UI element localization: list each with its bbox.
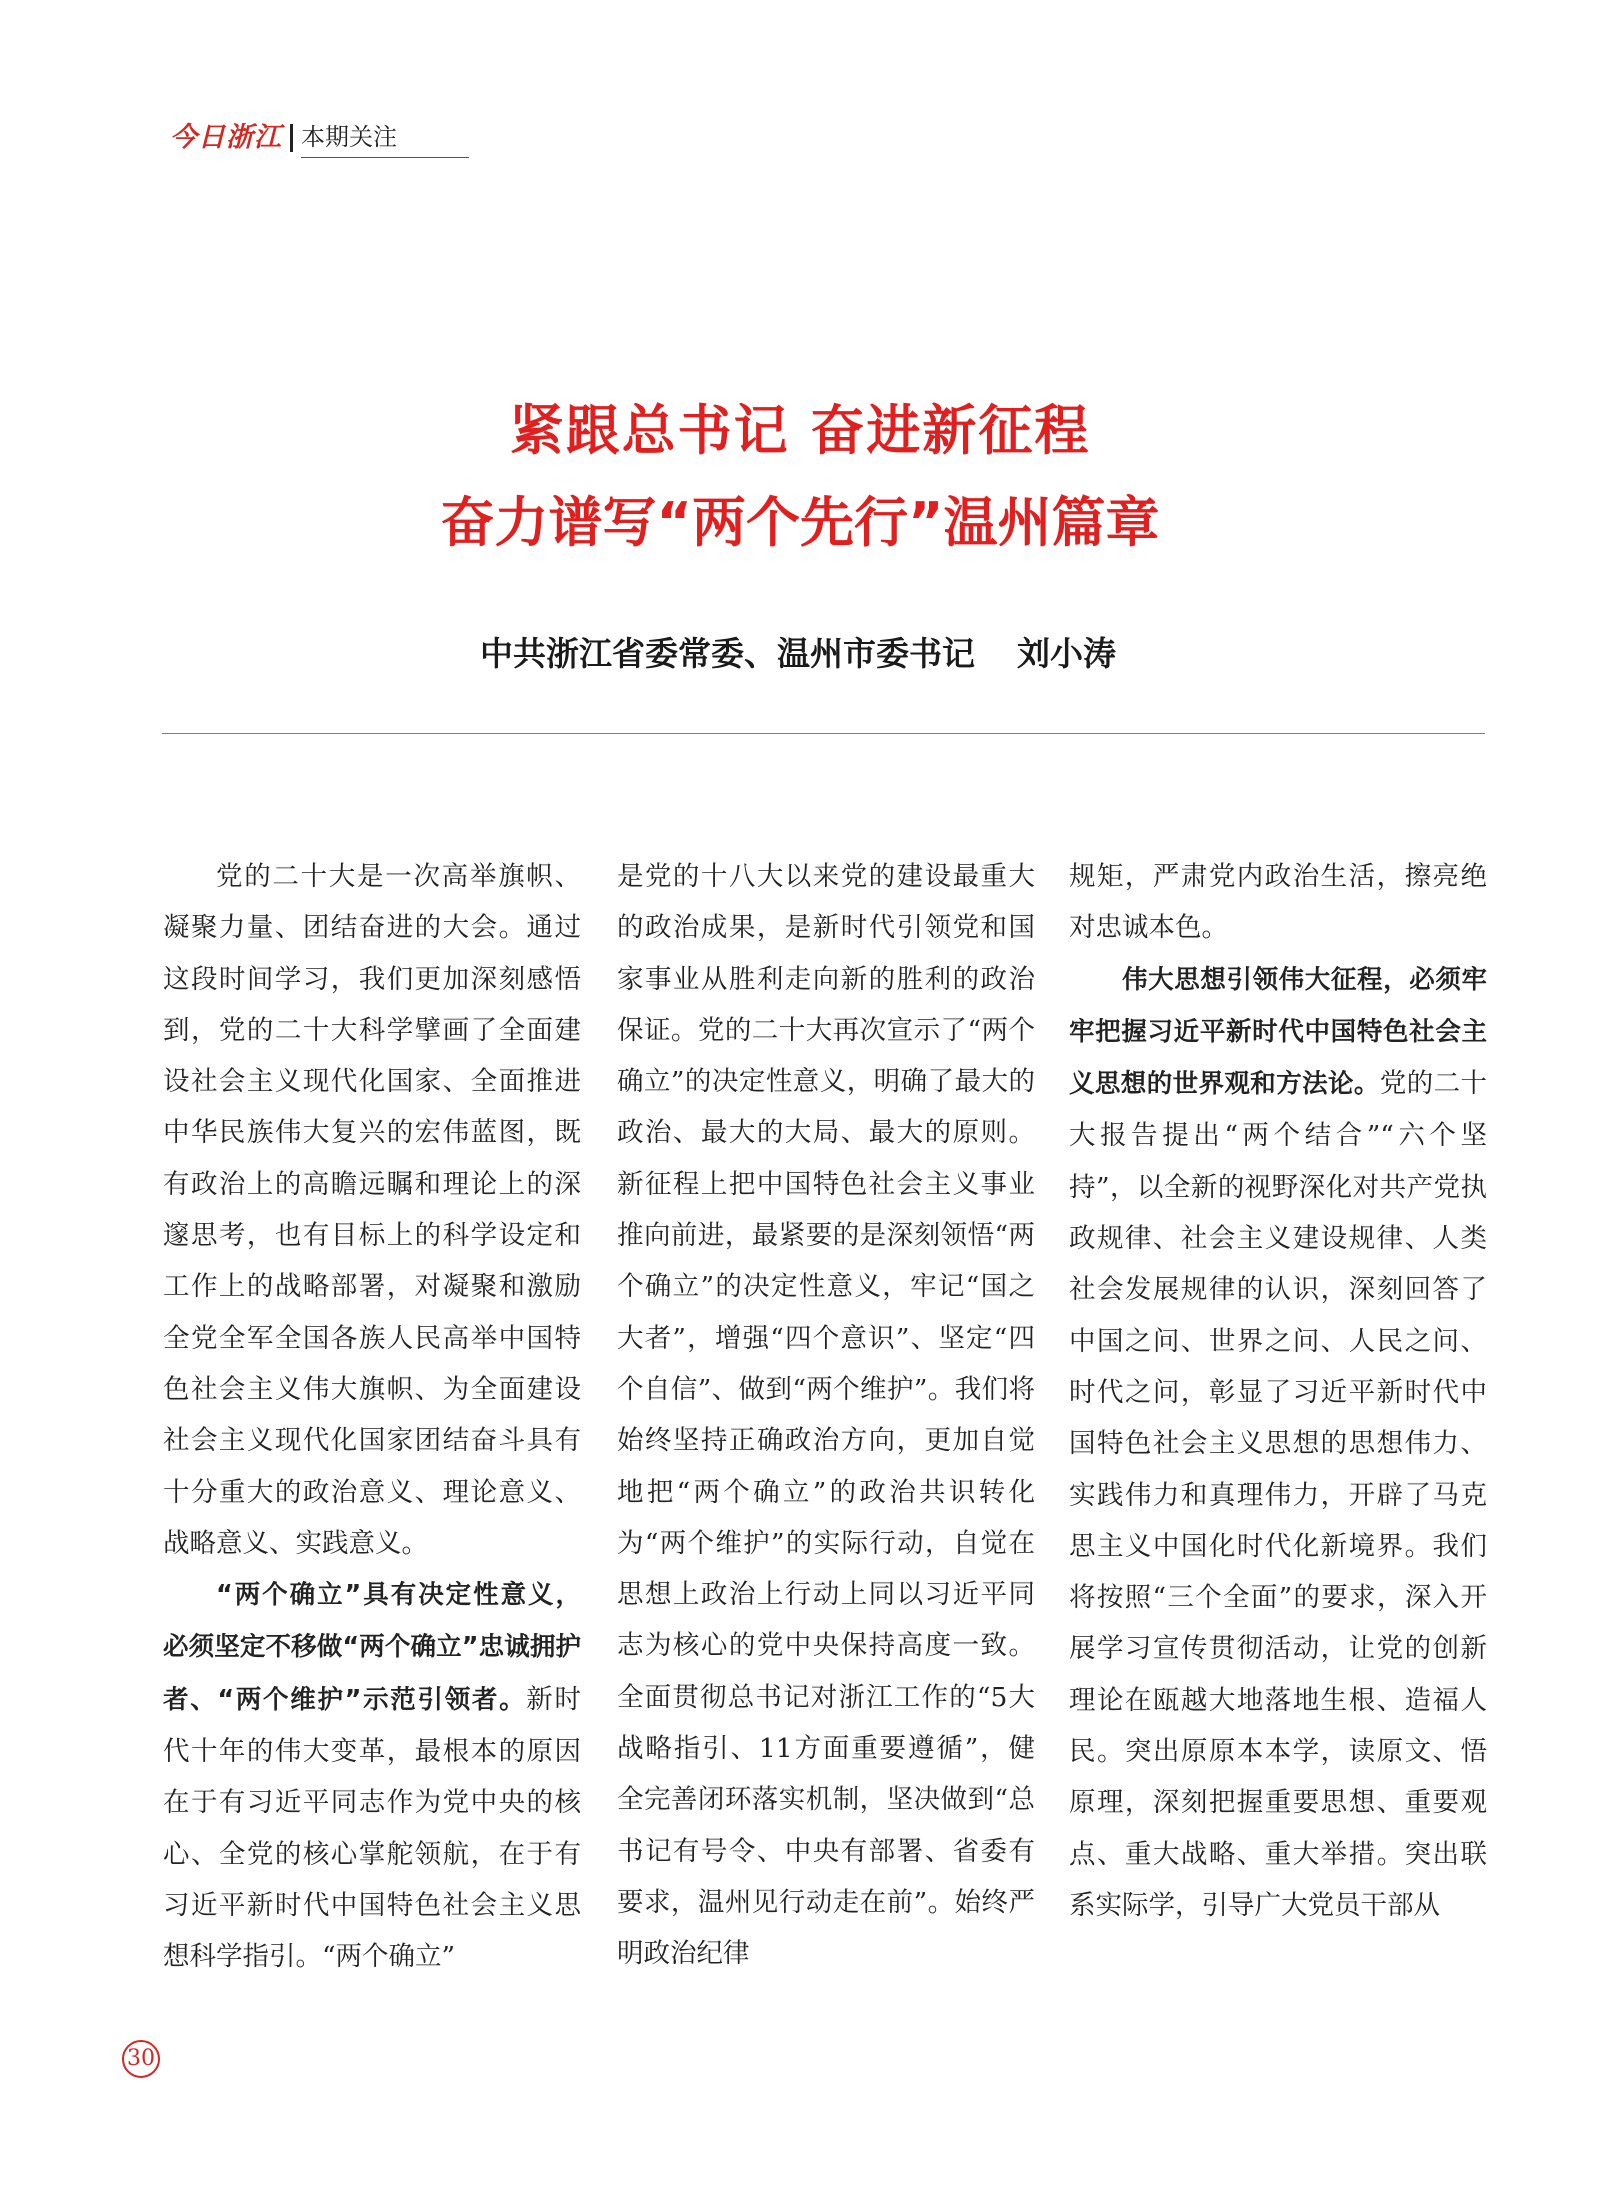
title-line-2: 奋力谱写“两个先行”温州篇章	[440, 491, 1160, 554]
lead-sentence: 伟大思想引领伟大征程，必须牢牢把握习近平新时代中国特色社会主义思想的世界观和方法论。	[1069, 964, 1487, 1100]
paragraph-intro: 党的二十大是一次高举旗帜、凝聚力量、团结奋进的大会。通过这段时间学习，我们更加深刻感悟到，党的二十大科学擘画了全面建设社会主义现代化国家、全面推进中华民族伟大复兴的宏伟蓝图，既有政治上的高瞻远瞩和理论上的深邃思考，也有目标上的科学设定和工作上的战略部署，对凝聚和激励全党全军全国各族人民高举中国特色社会主义伟大旗帜、为全面建设社会主义现代化国家团结奋斗具有十分重大的政治意义、理论意义、战略意义、实践意义。	[163, 861, 581, 1559]
text-column-2	[617, 851, 1035, 1980]
title-divider	[162, 733, 1485, 734]
text-column-3	[1069, 851, 1487, 1931]
author-byline	[480, 628, 1116, 675]
author-name: 刘小涛	[1017, 634, 1116, 673]
author-position: 中共浙江省委常委、温州市委书记	[480, 634, 975, 673]
paragraph-text: 党的二十大报告提出“两个结合”“六个坚持”，以全新的视野深化对共产党执政规律、社会主义建设规律、人类社会发展规律的认识，深刻回答了中国之问、世界之问、人民之问、时代之问，彰显了习近平新时代中国特色社会主义思想的思想伟力、实践伟力和真理伟力，开辟了马克思主义中国化时代化新境界。我们将按照“三个全面”的要求，深入开展学习宣传贯彻活动，让党的创新理论在瓯越大地落地生根、造福人民。突出原原本本学，读原文、悟原理，深刻把握重要思想、重要观点、重大战略、重大举措。突出联系实际学，引导广大党员干部从	[1069, 1068, 1487, 1921]
title-line-1: 紧跟总书记 奋进新征程	[509, 399, 1091, 462]
magazine-logo: 今日浙江	[170, 122, 282, 153]
paragraph-great-thought	[1069, 954, 1487, 1932]
header-divider	[290, 124, 293, 152]
paragraph-text: 新时代十年的伟大变革，最根本的原因在于有习近平同志作为党中央的核心、全党的核心掌舵领航，在于有习近平新时代中国特色社会主义思想科学指引。“两个确立”	[163, 1683, 581, 1973]
section-label: 本期关注	[301, 117, 469, 158]
page-number: 30	[122, 2040, 160, 2078]
paragraph-two-establishments	[163, 1569, 581, 1982]
page-header	[170, 118, 469, 158]
paragraph-continued: 规矩，严肃党内政治生活，擦亮绝对忠诚本色。	[1069, 861, 1487, 944]
lead-sentence: “两个确立”具有决定性意义，必须坚定不移做“两个确立”忠诚拥护者、“两个维护”示范引领者。	[163, 1580, 581, 1715]
article-title	[0, 385, 1600, 569]
text-column-1	[163, 851, 581, 1983]
paragraph-continued: 是党的十八大以来党的建设最重大的政治成果，是新时代引领党和国家事业从胜利走向新的胜利的政治保证。党的二十大再次宣示了“两个确立”的决定性意义，明确了最大的政治、最大的大局、最大的原则。新征程上把中国特色社会主义事业推向前进，最紧要的是深刻领悟“两个确立”的决定性意义，牢记“国之大者”，增强“四个意识”、坚定“四个自信”、做到“两个维护”。我们将始终坚持正确政治方向，更加自觉地把“两个确立”的政治共识转化为“两个维护”的实际行动，自觉在思想上政治上行动上同以习近平同志为核心的党中央保持高度一致。全面贯彻总书记对浙江工作的“5大战略指引、11方面重要遵循”，健全完善闭环落实机制，坚决做到“总书记有号令、中央有部署、省委有要求，温州见行动走在前”。始终严明政治纪律	[617, 861, 1035, 1970]
